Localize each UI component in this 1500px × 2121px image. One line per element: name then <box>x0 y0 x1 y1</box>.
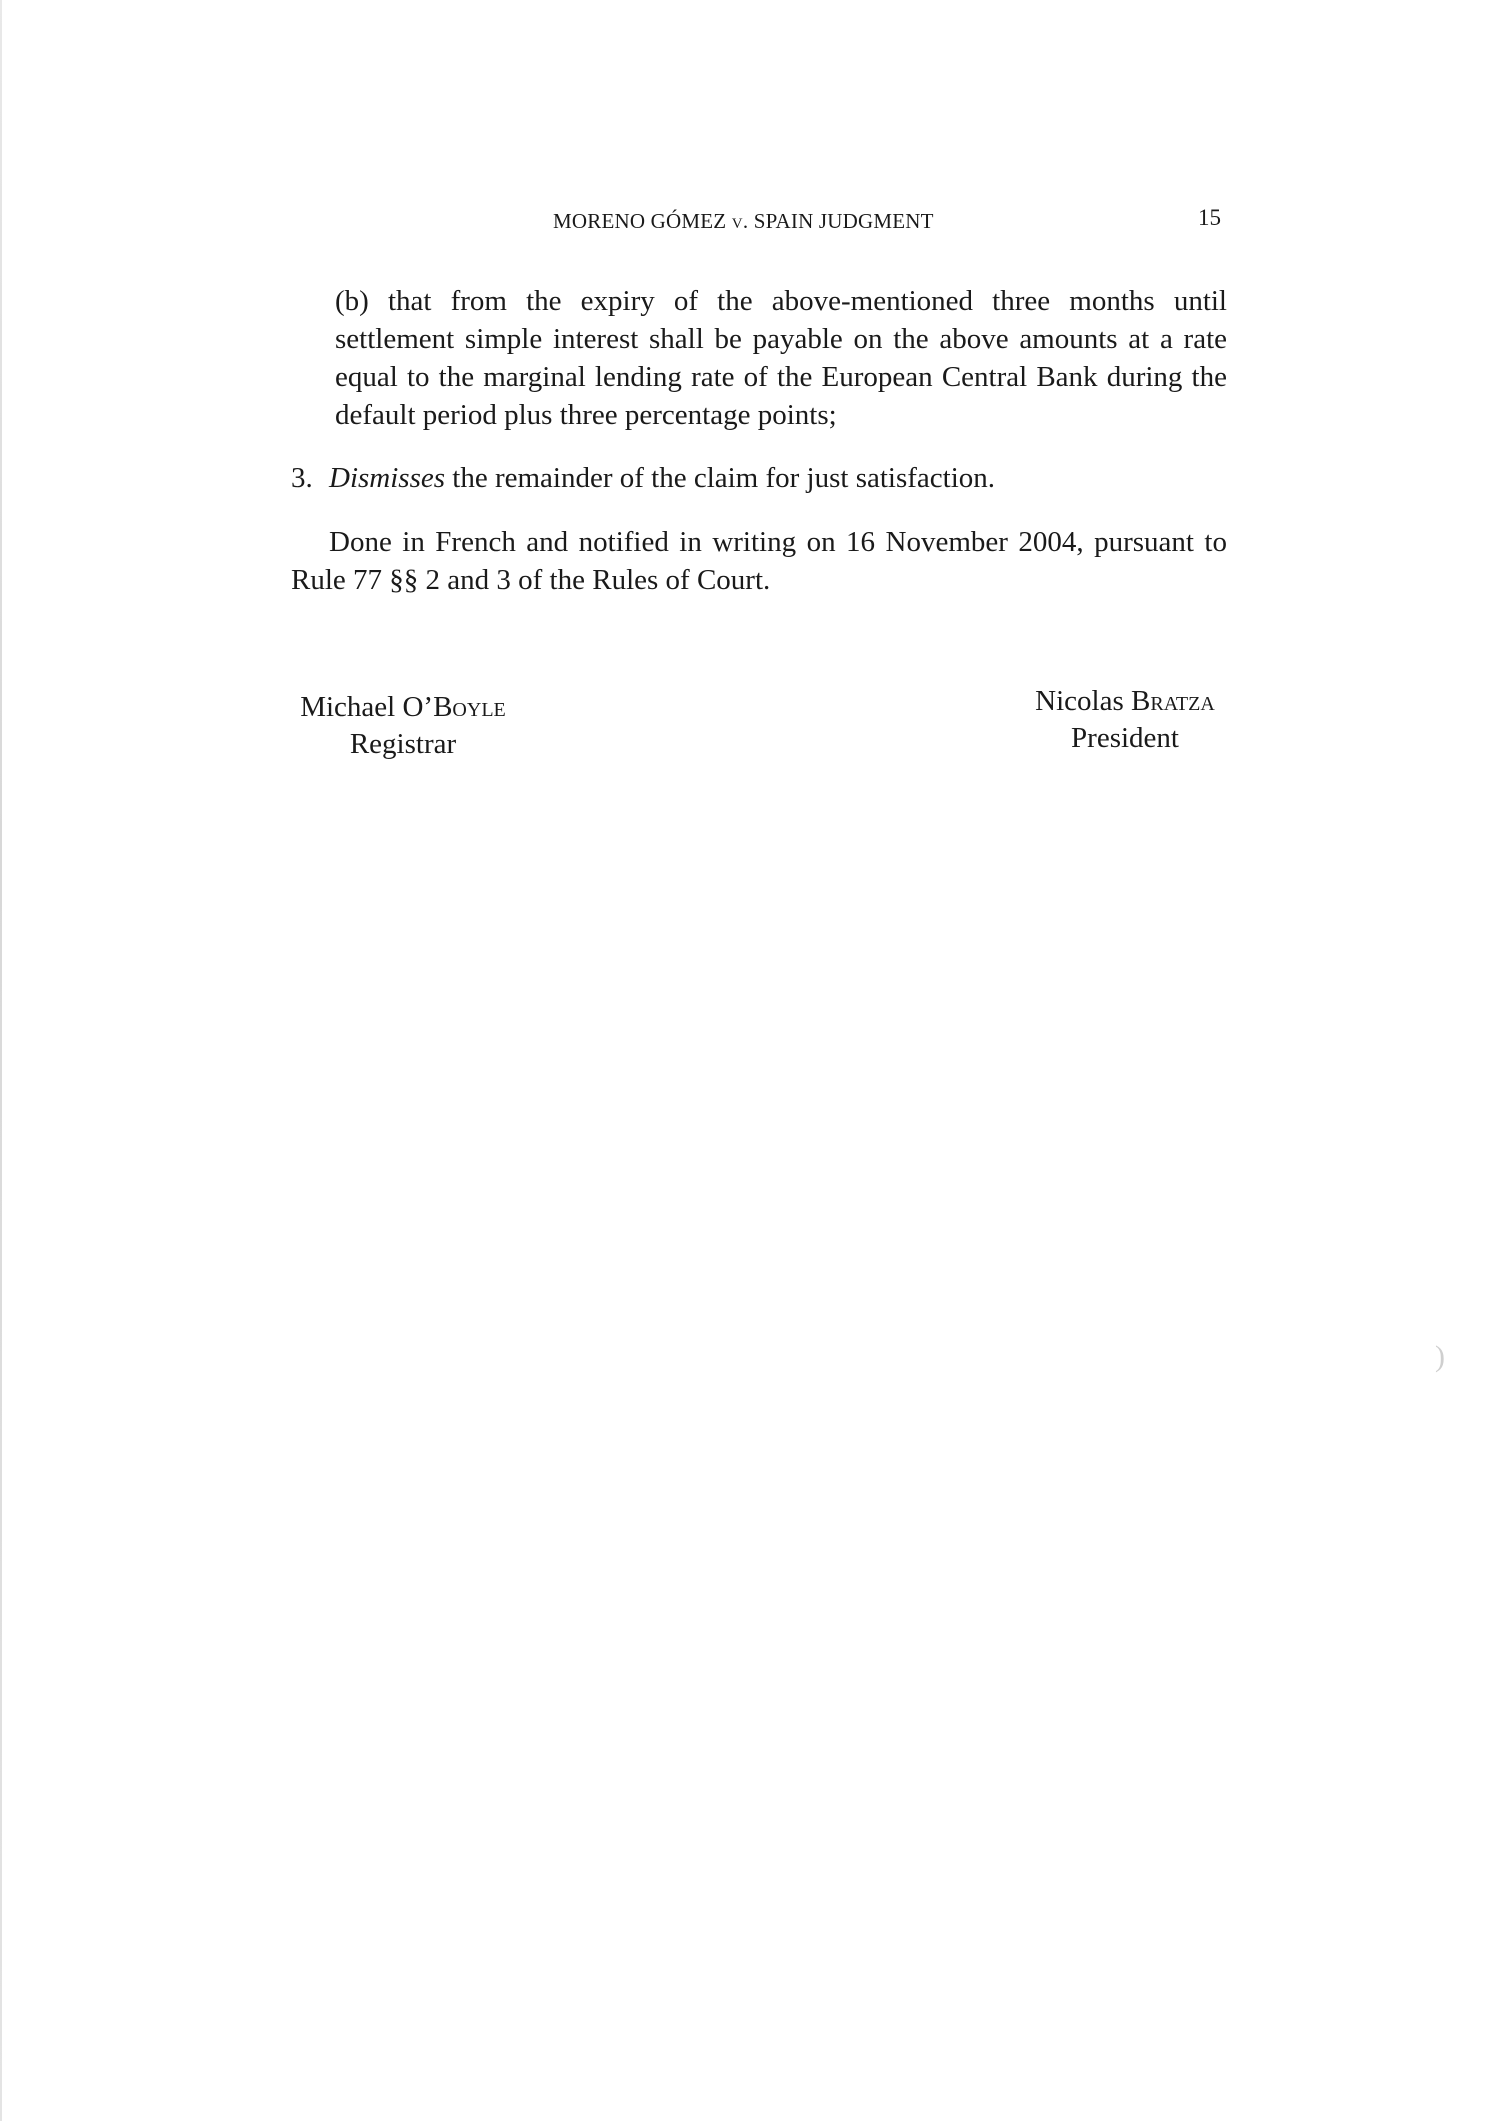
case-title <box>553 209 934 234</box>
scan-artifact-mark: ) <box>1435 1340 1445 1373</box>
president-role: President <box>1071 722 1179 754</box>
item-number: 3. <box>291 462 313 494</box>
scan-edge <box>0 0 2 2121</box>
operative-item-3 <box>291 459 1231 497</box>
signature-registrar <box>292 689 514 763</box>
case-title-rest: . SPAIN JUDGMENT <box>742 209 934 233</box>
case-title-main: MORENO GÓMEZ <box>553 209 732 233</box>
running-header <box>0 205 1500 239</box>
item-verb: Dismisses <box>329 462 446 494</box>
case-title-versus: v <box>731 209 743 233</box>
president-first-name: Nicolas <box>1035 685 1132 717</box>
done-paragraph: Done in French and notified in writing on 16 November 2004, pursuant to Rule 77 §§ 2 and 3 of the Rules of Court. <box>291 526 1227 596</box>
signature-president <box>1016 683 1234 757</box>
page-number: 15 <box>1198 205 1221 230</box>
president-surname: Bratza <box>1131 685 1215 717</box>
item-text: the remainder of the claim for just satisfaction. <box>445 462 996 494</box>
paragraph-b: (b) that from the expiry of the above-mentioned three months until settlement simple interest shall be payable on the above amounts at a rate equal to the marginal lending rate of the European Central Bank during the default period plus three percentage points; <box>335 285 1227 431</box>
president-name <box>1016 683 1234 720</box>
registrar-first-name: Michael O’ <box>300 691 434 723</box>
registrar-role: Registrar <box>349 728 457 760</box>
registrar-name <box>292 689 514 726</box>
registrar-surname: Boyle <box>433 691 506 723</box>
